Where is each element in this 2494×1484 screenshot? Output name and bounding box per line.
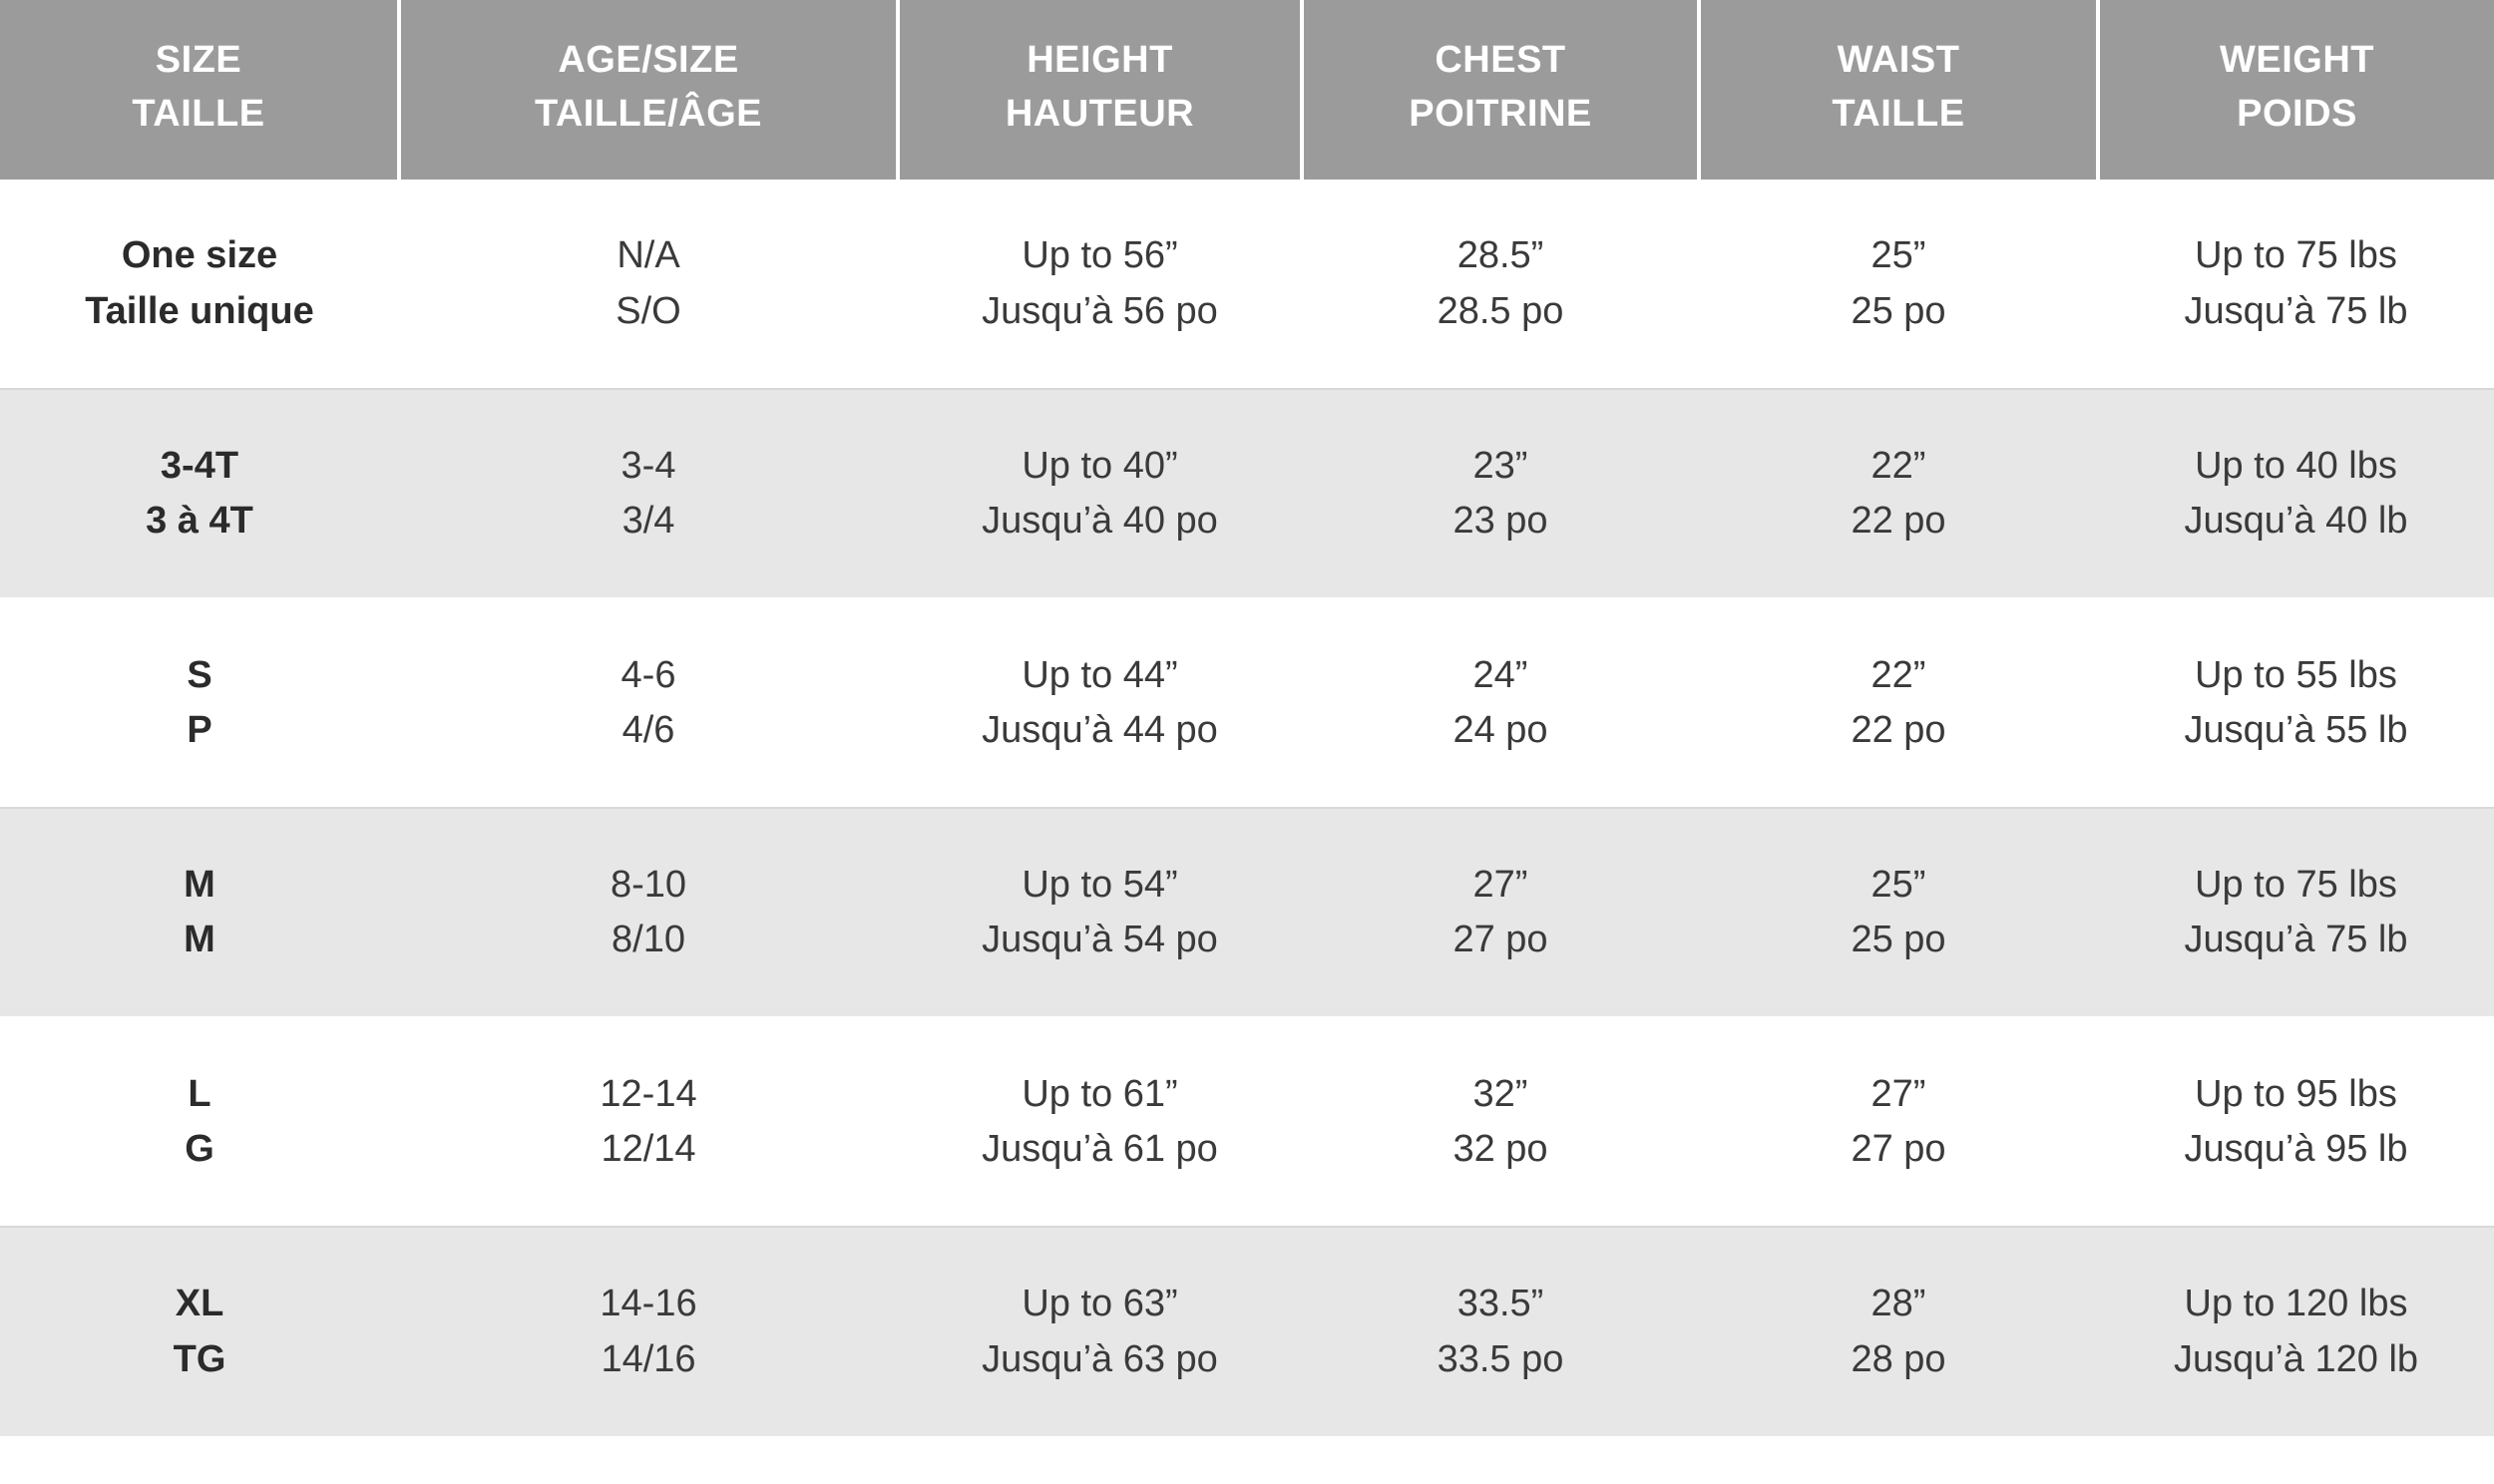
cell-waist-en: 27”: [1870, 1072, 1926, 1115]
column-header-weight-en: WEIGHT: [2220, 39, 2374, 82]
cell-waist-en: 22”: [1870, 444, 1926, 487]
cell-chest-en: 33.5”: [1456, 1283, 1544, 1325]
cell-height-fr: Jusqu’à 63 po: [982, 1337, 1218, 1380]
cell-waist: [1699, 180, 2098, 389]
cell-chest: [1302, 598, 1699, 808]
cell-age-size-en: 12-14: [600, 1072, 697, 1115]
cell-weight: [2098, 808, 2494, 1017]
cell-height: [898, 389, 1302, 598]
cell-height-fr: Jusqu’à 54 po: [982, 919, 1218, 960]
cell-size-en: M: [184, 863, 215, 906]
column-header-age-size-fr: TAILLE/ÂGE: [534, 93, 763, 135]
cell-height-fr: Jusqu’à 61 po: [982, 1128, 1218, 1170]
cell-waist-en: 25”: [1870, 234, 1926, 277]
table-row: [0, 1227, 2494, 1436]
cell-age-size-fr: 12/14: [601, 1128, 696, 1170]
cell-weight-en: Up to 120 lbs: [2184, 1283, 2408, 1325]
cell-waist: [1699, 389, 2098, 598]
cell-chest-fr: 24 po: [1453, 709, 1548, 751]
cell-age-size-en: 4-6: [621, 653, 676, 696]
column-header-height-en: HEIGHT: [1027, 39, 1173, 82]
cell-weight-en: Up to 55 lbs: [2195, 653, 2397, 696]
cell-height-en: Up to 54”: [1022, 863, 1178, 906]
column-header-weight-fr: POIDS: [2237, 93, 2357, 135]
cell-waist: [1699, 1227, 2098, 1436]
cell-waist: [1699, 1017, 2098, 1227]
table-row: [0, 808, 2494, 1017]
cell-age-size-fr: 4/6: [622, 709, 675, 751]
cell-chest: [1302, 808, 1699, 1017]
cell-size-en: S: [187, 653, 212, 696]
cell-age-size-en: N/A: [617, 234, 680, 277]
cell-weight-en: Up to 95 lbs: [2195, 1072, 2397, 1115]
column-header-chest-en: CHEST: [1435, 39, 1566, 82]
column-header-weight: [2098, 0, 2494, 180]
column-header-age-size: [399, 0, 898, 180]
cell-chest: [1302, 180, 1699, 389]
cell-age-size-fr: 8/10: [612, 919, 685, 960]
column-header-chest: [1302, 0, 1699, 180]
cell-size-fr: Taille unique: [85, 289, 314, 332]
column-header-size-fr: TAILLE: [132, 93, 265, 135]
cell-age-size: [399, 1017, 898, 1227]
cell-chest-fr: 33.5 po: [1437, 1337, 1564, 1380]
cell-size-en: 3-4T: [160, 444, 239, 487]
cell-size: [0, 808, 399, 1017]
cell-size-fr: TG: [173, 1337, 226, 1380]
cell-waist-fr: 25 po: [1851, 919, 1946, 960]
column-header-height: [898, 0, 1302, 180]
cell-age-size-en: 8-10: [610, 863, 687, 906]
cell-age-size-en: 3-4: [621, 444, 676, 487]
cell-age-size-fr: 14/16: [601, 1337, 696, 1380]
column-header-age-size-en: AGE/SIZE: [558, 39, 739, 82]
header-row: [0, 0, 2494, 180]
cell-chest: [1302, 389, 1699, 598]
cell-waist-fr: 25 po: [1851, 289, 1946, 332]
cell-waist-fr: 22 po: [1851, 709, 1946, 751]
cell-age-size: [399, 180, 898, 389]
cell-age-size-fr: S/O: [616, 289, 681, 332]
cell-height-en: Up to 56”: [1022, 234, 1178, 277]
cell-size-fr: G: [185, 1128, 214, 1170]
cell-age-size: [399, 808, 898, 1017]
cell-age-size-fr: 3/4: [622, 500, 675, 542]
cell-size: [0, 598, 399, 808]
column-header-waist-en: WAIST: [1837, 39, 1960, 82]
cell-size: [0, 389, 399, 598]
cell-chest: [1302, 1017, 1699, 1227]
cell-height: [898, 1227, 1302, 1436]
cell-weight: [2098, 389, 2494, 598]
cell-height-en: Up to 63”: [1022, 1283, 1178, 1325]
cell-waist-en: 22”: [1870, 653, 1926, 696]
cell-height-en: Up to 44”: [1022, 653, 1178, 696]
cell-age-size: [399, 598, 898, 808]
cell-waist-fr: 28 po: [1851, 1337, 1946, 1380]
cell-chest-fr: 27 po: [1453, 919, 1548, 960]
cell-height: [898, 180, 1302, 389]
column-header-height-fr: HAUTEUR: [1005, 93, 1195, 135]
cell-weight-fr: Jusqu’à 95 lb: [2184, 1128, 2408, 1170]
cell-weight-fr: Jusqu’à 75 lb: [2184, 919, 2408, 960]
cell-weight-fr: Jusqu’à 55 lb: [2184, 709, 2408, 751]
cell-size-fr: M: [184, 919, 215, 960]
cell-size: [0, 1227, 399, 1436]
cell-size-en: XL: [175, 1283, 224, 1325]
table-row: [0, 1017, 2494, 1227]
cell-chest-en: 28.5”: [1456, 234, 1544, 277]
table-row: [0, 598, 2494, 808]
column-header-waist-fr: TAILLE: [1832, 93, 1965, 135]
cell-height: [898, 808, 1302, 1017]
cell-height-en: Up to 40”: [1022, 444, 1178, 487]
table-row: [0, 389, 2494, 598]
cell-age-size-en: 14-16: [600, 1283, 697, 1325]
column-header-waist: [1699, 0, 2098, 180]
cell-chest: [1302, 1227, 1699, 1436]
cell-size-fr: P: [187, 709, 212, 751]
cell-size-en: One size: [121, 234, 278, 277]
cell-chest-en: 27”: [1472, 863, 1528, 906]
cell-weight-en: Up to 75 lbs: [2195, 234, 2397, 277]
cell-size: [0, 1017, 399, 1227]
cell-waist-en: 28”: [1870, 1283, 1926, 1325]
cell-chest-en: 24”: [1472, 653, 1528, 696]
column-header-size: [0, 0, 399, 180]
cell-weight: [2098, 598, 2494, 808]
cell-height-en: Up to 61”: [1022, 1072, 1178, 1115]
cell-waist-fr: 27 po: [1851, 1128, 1946, 1170]
size-chart-header: [0, 0, 2494, 180]
column-header-size-en: SIZE: [155, 39, 242, 82]
cell-size-en: L: [188, 1072, 211, 1115]
cell-age-size: [399, 389, 898, 598]
size-chart-body: [0, 180, 2494, 1436]
cell-chest-fr: 28.5 po: [1437, 289, 1564, 332]
cell-weight-fr: Jusqu’à 75 lb: [2184, 289, 2408, 332]
table-row: [0, 180, 2494, 389]
cell-chest-fr: 23 po: [1453, 500, 1548, 542]
cell-weight-en: Up to 40 lbs: [2195, 444, 2397, 487]
cell-chest-en: 32”: [1472, 1072, 1528, 1115]
cell-weight-fr: Jusqu’à 40 lb: [2184, 500, 2408, 542]
cell-age-size: [399, 1227, 898, 1436]
cell-waist-fr: 22 po: [1851, 500, 1946, 542]
cell-weight-fr: Jusqu’à 120 lb: [2173, 1337, 2419, 1380]
cell-chest-en: 23”: [1472, 444, 1528, 487]
cell-size: [0, 180, 399, 389]
cell-height: [898, 598, 1302, 808]
cell-weight-en: Up to 75 lbs: [2195, 863, 2397, 906]
cell-waist: [1699, 808, 2098, 1017]
cell-size-fr: 3 à 4T: [146, 500, 253, 542]
cell-waist: [1699, 598, 2098, 808]
cell-height-fr: Jusqu’à 56 po: [982, 289, 1218, 332]
cell-height-fr: Jusqu’à 40 po: [982, 500, 1218, 542]
cell-waist-en: 25”: [1870, 863, 1926, 906]
column-header-chest-fr: POITRINE: [1409, 93, 1592, 135]
cell-chest-fr: 32 po: [1453, 1128, 1548, 1170]
cell-weight: [2098, 1017, 2494, 1227]
cell-height-fr: Jusqu’à 44 po: [982, 709, 1218, 751]
cell-weight: [2098, 180, 2494, 389]
cell-height: [898, 1017, 1302, 1227]
cell-weight: [2098, 1227, 2494, 1436]
